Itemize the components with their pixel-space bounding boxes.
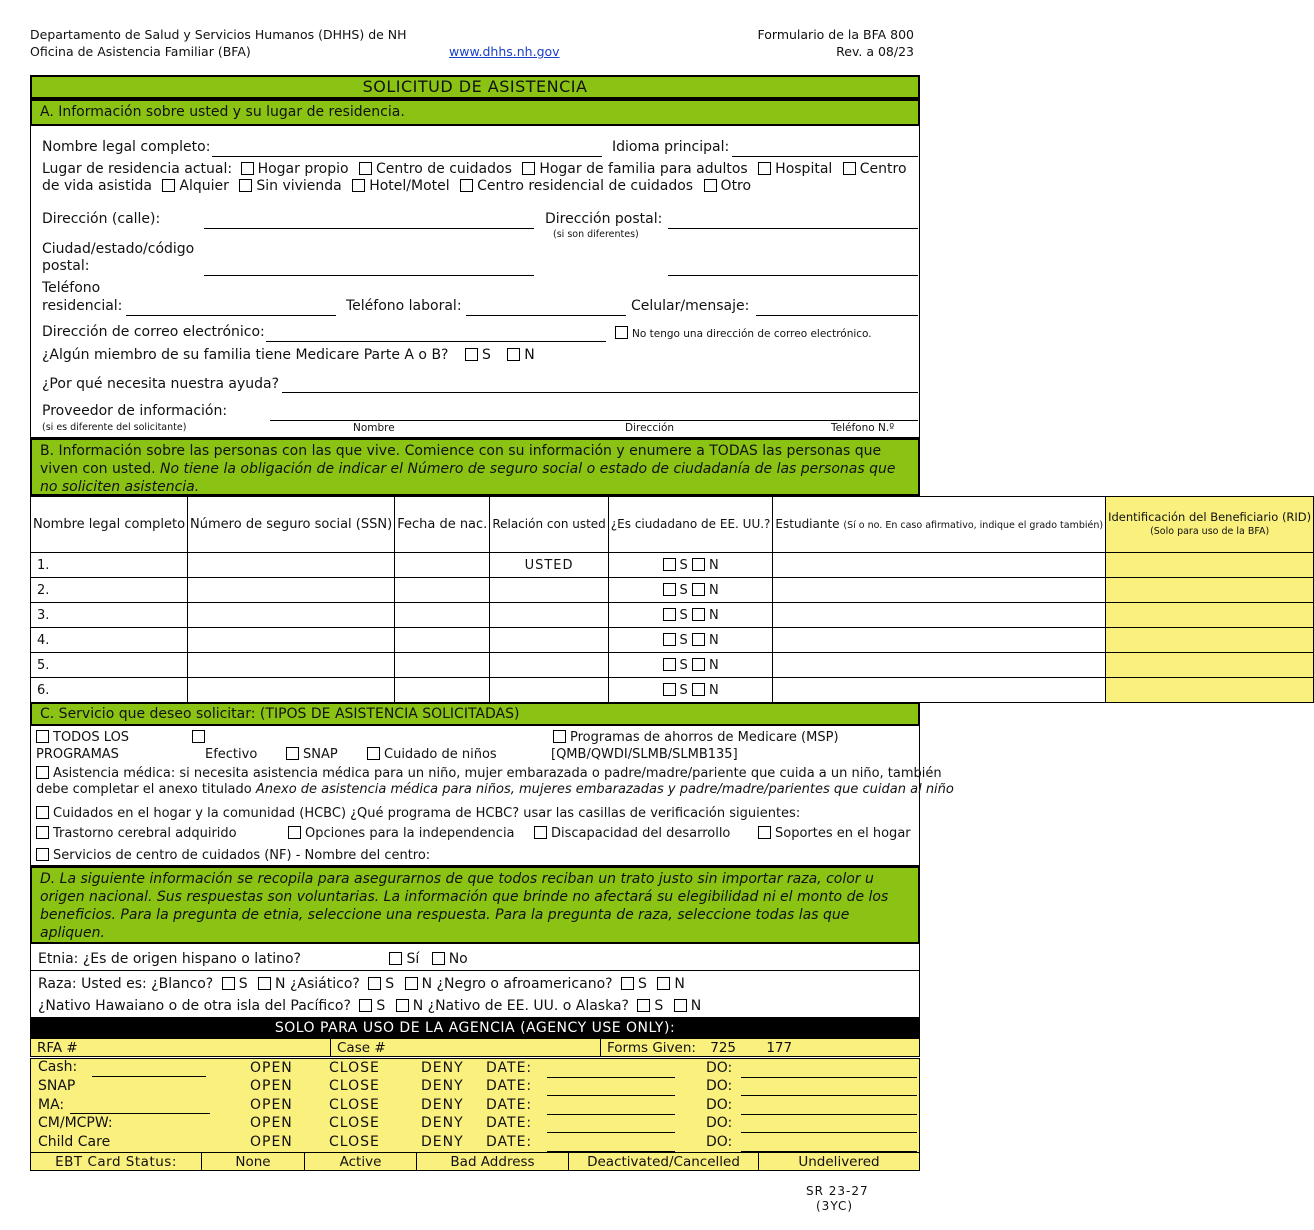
relation-cell[interactable] (490, 578, 608, 603)
native-no: N (690, 998, 702, 1014)
provider-label: Proveedor de información: (42, 403, 228, 419)
open-option[interactable]: OPEN (250, 1134, 293, 1150)
section-b-heading-text: B. Información sobre las personas con las que vive. Comience con su información y enumere a TODAS las personas que viven con usted. (40, 443, 882, 477)
checkbox-homeless[interactable] (239, 179, 252, 192)
table-row (31, 628, 1314, 653)
opt-msp (553, 730, 839, 745)
checkbox-citizen-no[interactable] (692, 558, 705, 571)
checkbox-msp[interactable] (553, 730, 566, 743)
dob-cell[interactable] (395, 653, 490, 678)
do-line[interactable] (741, 1095, 917, 1096)
office-name: Oficina de Asistencia Familiar (BFA) (30, 44, 251, 59)
section-b-heading-italic: No tiene la obligación de indicar el Número de seguro social o estado de ciudadanía de las personas que no soliciten asistencia. (40, 461, 896, 495)
student-title: Estudiante (775, 516, 840, 531)
section-d-heading: D. La siguiente información se recopila para asegurarnos de que todos reciban un trato justo sin importar raza, color u origen nacional. Sus respuestas son voluntarias. La información que brinde no afectará su elegibilidad ni el monto de los beneficios. Para la pregunta de etnia, seleccione una respuesta. Para la pregunta de raza, seleccione todas las que apliquen. (30, 866, 920, 944)
checkbox-all-programs[interactable] (36, 730, 49, 743)
cash-line[interactable] (92, 1076, 206, 1077)
citizen-no-label: N (708, 582, 719, 598)
checkbox-adult-family-home[interactable] (522, 162, 535, 175)
medicare-yes-label: S (481, 347, 491, 363)
no-email-option (615, 326, 872, 341)
cash-label: Efectivo (205, 747, 258, 762)
checkbox-hcbc[interactable] (36, 806, 49, 819)
street-line[interactable] (204, 228, 534, 229)
asian-question: ¿Asiático? (289, 976, 360, 992)
citizen-yes-label: S (679, 582, 688, 598)
ssn-cell[interactable] (188, 553, 395, 578)
close-option[interactable]: CLOSE (329, 1060, 380, 1076)
date-line[interactable] (547, 1132, 675, 1133)
rid-cell (1106, 578, 1314, 603)
language-label: Idioma principal: (612, 139, 730, 155)
relation-cell[interactable] (490, 653, 608, 678)
citizen-yes-label: S (679, 557, 688, 573)
row-number: 2. (31, 578, 188, 603)
col-header-name: Nombre legal completo (31, 497, 188, 553)
opt-childcare (367, 747, 497, 762)
opt-brain-injury (36, 826, 237, 841)
checkbox-nursing-facility[interactable] (36, 848, 49, 861)
citizen-no-label: N (708, 557, 719, 573)
medicare-question (42, 347, 535, 363)
msp-programs: [QMB/QWDI/SLMB/SLMB135] (551, 747, 738, 762)
white-question: ¿Blanco? (151, 976, 214, 992)
residence-line-2 (42, 178, 751, 194)
white-yes: S (238, 976, 248, 992)
forms-given-field (601, 1039, 920, 1057)
race-row-2 (38, 998, 701, 1014)
footer-version: (3YC) (816, 1199, 854, 1213)
ebt-label: EBT Card Status: (31, 1153, 202, 1171)
checkbox-care-center[interactable] (359, 162, 372, 175)
snap-label: SNAP (303, 747, 338, 762)
case-field[interactable]: Case # (331, 1039, 601, 1057)
street-label: Dirección (calle): (42, 211, 161, 227)
checkbox-citizen-no[interactable] (692, 583, 705, 596)
ebt-none[interactable]: None (202, 1153, 305, 1171)
opt-residential-care: Centro residencial de cuidados (477, 178, 694, 194)
form-num-1: 725 (710, 1039, 737, 1056)
website-link[interactable]: www.dhhs.nh.gov (449, 44, 560, 59)
opt-all-programs (36, 730, 129, 745)
black-question: ¿Negro o afroamericano? (436, 976, 613, 992)
opt-hcbc (36, 806, 800, 821)
checkbox-rent[interactable] (162, 179, 175, 192)
close-option[interactable]: CLOSE (329, 1078, 380, 1094)
checkbox-native-no[interactable] (674, 999, 687, 1012)
student-cell[interactable] (773, 653, 1106, 678)
black-yes: S (638, 976, 647, 992)
section-a-heading: A. Información sobre usted y su lugar de residencia. (30, 99, 920, 126)
ebt-status-row (30, 1152, 920, 1171)
section-c-heading: C. Servicio que deseo solicitar: (TIPOS DE ASISTENCIA SOLICITADAS) (30, 702, 920, 726)
close-option[interactable]: CLOSE (329, 1097, 380, 1113)
footer-code: SR 23-27 (806, 1184, 869, 1198)
hispanic-yes-label: Sí (406, 951, 420, 967)
rid-note: (Solo para uso de la BFA) (1150, 526, 1270, 537)
table-row (31, 553, 1314, 578)
language-line[interactable] (732, 156, 918, 157)
ssn-cell[interactable] (188, 628, 395, 653)
checkbox-asian-no[interactable] (405, 977, 418, 990)
no-email-text: No tengo una dirección de correo electrónico. (632, 328, 872, 340)
checkbox-hotel[interactable] (352, 179, 365, 192)
form-revision: Rev. a 08/23 (836, 44, 914, 59)
white-no: N (275, 976, 286, 992)
asian-no: N (421, 976, 433, 992)
opt-developmental (534, 826, 730, 841)
hawaiian-no: N (412, 998, 424, 1014)
checkbox-hispanic-no[interactable] (432, 952, 445, 965)
citizen-cell (608, 553, 773, 578)
all-programs-text-1: TODOS LOS (53, 730, 130, 745)
checkbox-black-yes[interactable] (621, 977, 634, 990)
dob-cell[interactable] (395, 628, 490, 653)
checkbox-no-email[interactable] (615, 326, 628, 339)
hawaiian-yes: S (376, 998, 386, 1014)
relation-cell[interactable] (490, 678, 608, 703)
checkbox-medicare-yes[interactable] (465, 348, 478, 361)
medical-text-2a: debe completar el anexo titulado (36, 782, 252, 797)
open-option[interactable]: OPEN (250, 1115, 293, 1131)
program-child-care: Child Care (38, 1134, 111, 1150)
relation-cell[interactable] (490, 628, 608, 653)
independence-label: Opciones para la independencia (305, 826, 515, 841)
row-number: 6. (31, 678, 188, 703)
program-ma: MA: (38, 1097, 65, 1113)
residence-line-1 (42, 161, 907, 177)
msp-label: Programas de ahorros de Medicare (MSP) (570, 730, 839, 745)
developmental-label: Discapacidad del desarrollo (551, 826, 731, 841)
date-label: DATE: (486, 1078, 533, 1094)
ssn-cell[interactable] (188, 603, 395, 628)
col-header-citizen: ¿Es ciudadano de EE. UU.? (608, 497, 773, 553)
rid-cell (1106, 553, 1314, 578)
citizen-yes-label: S (679, 607, 688, 623)
checkbox-independence[interactable] (288, 826, 301, 839)
checkbox-home-supports[interactable] (758, 826, 771, 839)
checkbox-own-home[interactable] (241, 162, 254, 175)
ebt-active[interactable]: Active (305, 1153, 417, 1171)
checkbox-residential-care[interactable] (460, 179, 473, 192)
do-label: DO: (706, 1060, 733, 1076)
city-label-2: postal: (42, 258, 90, 274)
city-label-1: Ciudad/estado/código (42, 241, 195, 257)
checkbox-medical[interactable] (36, 766, 49, 779)
opt-hospital: Hospital (775, 161, 833, 177)
hispanic-no-label: No (448, 951, 468, 967)
citizen-no-label: N (708, 607, 719, 623)
checkbox-citizen-no[interactable] (692, 633, 705, 646)
hawaiian-question: ¿Nativo Hawaiano o de otra isla del Pacífico? (38, 998, 351, 1014)
rfa-field[interactable]: RFA # (31, 1039, 331, 1057)
row-number: 3. (31, 603, 188, 628)
deny-option[interactable]: DENY (421, 1078, 464, 1094)
row-number: 5. (31, 653, 188, 678)
deny-option[interactable]: DENY (421, 1097, 464, 1113)
checkbox-citizen-yes[interactable] (663, 558, 676, 571)
checkbox-hawaiian-yes[interactable] (359, 999, 372, 1012)
dept-name: Departamento de Salud y Servicios Humanos (DHHS) de NH (30, 27, 407, 42)
open-option[interactable]: OPEN (250, 1060, 293, 1076)
col-header-ssn: Número de seguro social (SSN) (188, 497, 395, 553)
opt-other: Otro (720, 178, 752, 194)
col-header-student (773, 497, 1106, 553)
why-line[interactable] (282, 392, 918, 393)
agency-status-block (30, 1058, 920, 1153)
deny-option[interactable]: DENY (421, 1134, 464, 1150)
checkbox-childcare[interactable] (367, 747, 380, 760)
date-label: DATE: (486, 1097, 533, 1113)
relation-cell[interactable] (490, 603, 608, 628)
full-name-label: Nombre legal completo: (42, 139, 211, 155)
black-no: N (674, 976, 685, 992)
ssn-cell[interactable] (188, 653, 395, 678)
home-phone-label-2: residencial: (42, 298, 123, 314)
nursing-facility-label: Servicios de centro de cuidados (NF) - Nombre del centro: (53, 848, 431, 863)
do-label: DO: (706, 1097, 733, 1113)
ssn-cell[interactable] (188, 678, 395, 703)
household-table (30, 496, 1314, 703)
cell-line[interactable] (756, 315, 918, 316)
table-row (31, 578, 1314, 603)
checkbox-black-no[interactable] (657, 977, 670, 990)
native-yes: S (654, 998, 664, 1014)
native-question: ¿Nativo de EE. UU. o Alaska? (427, 998, 629, 1014)
do-label: DO: (706, 1134, 733, 1150)
postal-label: Dirección postal: (545, 211, 663, 227)
opt-independence (288, 826, 515, 841)
checkbox-white-no[interactable] (258, 977, 271, 990)
rid-cell (1106, 678, 1314, 703)
opt-homeless: Sin vivienda (256, 178, 342, 194)
home-supports-label: Soportes en el hogar (775, 826, 911, 841)
checkbox-citizen-no[interactable] (692, 658, 705, 671)
row-number: 1. (31, 553, 188, 578)
race-row-1 (38, 976, 685, 992)
medicare-no-label: N (524, 347, 535, 363)
ssn-cell[interactable] (188, 578, 395, 603)
row-number: 4. (31, 628, 188, 653)
checkbox-citizen-yes[interactable] (663, 683, 676, 696)
do-label: DO: (706, 1115, 733, 1131)
email-line[interactable] (266, 341, 606, 342)
checkbox-cash[interactable] (192, 730, 209, 745)
citizen-cell (608, 578, 773, 603)
checkbox-medicare-no[interactable] (507, 348, 520, 361)
citizen-cell (608, 653, 773, 678)
citizen-yes-label: S (679, 682, 688, 698)
checkbox-hispanic-yes[interactable] (389, 952, 402, 965)
ebt-undelivered[interactable]: Undelivered (759, 1153, 920, 1171)
provider-col-name: Nombre (353, 422, 395, 434)
work-phone-line[interactable] (466, 315, 626, 316)
citizen-no-label: N (708, 632, 719, 648)
deny-option[interactable]: DENY (421, 1060, 464, 1076)
date-line[interactable] (547, 1114, 675, 1115)
rid-title: Identificación del Beneficiario (RID) (1108, 510, 1312, 524)
date-line[interactable] (547, 1077, 675, 1078)
opt-snap (286, 747, 338, 762)
residence-label: Lugar de residencia actual: (42, 161, 233, 177)
dob-cell[interactable] (395, 553, 490, 578)
checkbox-native-yes[interactable] (637, 999, 650, 1012)
section-d-divider (30, 970, 920, 971)
checkbox-assisted-living[interactable] (843, 162, 856, 175)
student-cell[interactable] (773, 603, 1106, 628)
checkbox-snap[interactable] (286, 747, 299, 760)
checkbox-citizen-yes[interactable] (663, 633, 676, 646)
form-title: SOLICITUD DE ASISTENCIA (30, 75, 920, 99)
rid-cell (1106, 628, 1314, 653)
ethnicity-question: Etnia: ¿Es de origen hispano o latino? (38, 951, 301, 967)
ma-line[interactable] (70, 1113, 210, 1114)
postal-note: (si son diferentes) (553, 229, 639, 240)
email-label: Dirección de correo electrónico: (42, 324, 265, 340)
checkbox-citizen-yes[interactable] (663, 658, 676, 671)
brain-injury-label: Trastorno cerebral adquirido (53, 826, 237, 841)
checkbox-developmental[interactable] (534, 826, 547, 839)
checkbox-asian-yes[interactable] (368, 977, 381, 990)
col-header-dob: Fecha de nac. (395, 497, 490, 553)
citizen-cell (608, 678, 773, 703)
work-phone-label: Teléfono laboral: (346, 298, 462, 314)
relation-cell: USTED (490, 553, 608, 578)
citizen-yes-label: S (679, 657, 688, 673)
citizen-no-label: N (708, 682, 719, 698)
dob-cell[interactable] (395, 603, 490, 628)
rid-cell (1106, 653, 1314, 678)
opt-medical (36, 766, 942, 781)
opt-hotel: Hotel/Motel (369, 178, 450, 194)
citizen-yes-label: S (679, 632, 688, 648)
provider-col-address: Dirección (625, 422, 675, 434)
program-snap: SNAP (38, 1078, 76, 1094)
close-option[interactable]: CLOSE (329, 1134, 380, 1150)
opt-care-center: Centro de cuidados (376, 161, 512, 177)
ebt-deactivated[interactable]: Deactivated/Cancelled (569, 1153, 759, 1171)
date-label: DATE: (486, 1115, 533, 1131)
dob-cell[interactable] (395, 678, 490, 703)
citizen-cell (608, 603, 773, 628)
home-phone-line[interactable] (126, 315, 336, 316)
open-option[interactable]: OPEN (250, 1078, 293, 1094)
form-num-2: 177 (766, 1039, 793, 1056)
checkbox-hawaiian-no[interactable] (396, 999, 409, 1012)
do-label: DO: (706, 1078, 733, 1094)
medical-text-2 (36, 782, 954, 797)
provider-note: (si es diferente del solicitante) (42, 422, 187, 433)
program-cm-mcpw: CM/MCPW: (38, 1115, 113, 1131)
student-note: (Sí o no. En caso afirmativo, indique el grado también) (843, 519, 1104, 531)
city-line[interactable] (204, 275, 534, 276)
checkbox-citizen-yes[interactable] (663, 583, 676, 596)
citizen-cell (608, 628, 773, 653)
opt-adult-family-home: Hogar de familia para adultos (539, 161, 748, 177)
why-label: ¿Por qué necesita nuestra ayuda? (42, 376, 280, 392)
opt-home-supports (758, 826, 911, 841)
forms-given-label: Forms Given: (607, 1039, 696, 1056)
student-cell[interactable] (773, 553, 1106, 578)
program-cash: Cash: (38, 1059, 78, 1075)
checkbox-hospital[interactable] (758, 162, 771, 175)
full-name-line[interactable] (212, 156, 602, 157)
opt-assisted-living-cont: de vida asistida (42, 178, 152, 194)
opt-own-home: Hogar propio (257, 161, 349, 177)
race-label: Raza: Usted es: (38, 976, 147, 992)
medical-text: Asistencia médica: si necesita asistencia médica para un niño, mujer embarazada o padre/madre/pariente que cuida a un niño, también (53, 766, 942, 781)
do-line[interactable] (741, 1114, 917, 1115)
opt-nursing-facility (36, 848, 430, 863)
opt-rent: Alquier (179, 178, 229, 194)
provider-line[interactable] (270, 420, 918, 421)
section-b-heading (30, 438, 920, 496)
provider-col-phone: Teléfono N.º (831, 422, 895, 434)
student-cell[interactable] (773, 678, 1106, 703)
student-cell[interactable] (773, 578, 1106, 603)
ebt-bad-address[interactable]: Bad Address (417, 1153, 569, 1171)
student-cell[interactable] (773, 628, 1106, 653)
agency-heading: SOLO PARA USO DE LA AGENCIA (AGENCY USE ONLY): (30, 1018, 920, 1038)
hcbc-text: Cuidados en el hogar y la comunidad (HCBC) ¿Qué programa de HCBC? usar las casillas de verificación siguientes: (53, 806, 801, 821)
do-line[interactable] (741, 1077, 917, 1078)
checkbox-citizen-no[interactable] (692, 608, 705, 621)
childcare-label: Cuidado de niños (384, 747, 497, 762)
medicare-text: ¿Algún miembro de su familia tiene Medicare Parte A o B? (42, 347, 449, 363)
agency-id-row (30, 1038, 920, 1057)
citizen-no-label: N (708, 657, 719, 673)
checkbox-white-yes[interactable] (222, 977, 235, 990)
cell-label: Celular/mensaje: (631, 298, 750, 314)
checkbox-citizen-no[interactable] (692, 683, 705, 696)
postal-line[interactable] (668, 228, 918, 229)
ethnicity-row (38, 951, 468, 967)
checkbox-brain-injury[interactable] (36, 826, 49, 839)
date-label: DATE: (486, 1134, 533, 1150)
rid-cell (1106, 603, 1314, 628)
all-programs-text-2: PROGRAMAS (36, 747, 119, 762)
open-option[interactable]: OPEN (250, 1097, 293, 1113)
table-row (31, 603, 1314, 628)
asian-yes: S (385, 976, 395, 992)
table-row (31, 653, 1314, 678)
date-label: DATE: (486, 1060, 533, 1076)
checkbox-other[interactable] (704, 179, 717, 192)
close-option[interactable]: CLOSE (329, 1115, 380, 1131)
dob-cell[interactable] (395, 578, 490, 603)
table-row (31, 678, 1314, 703)
home-phone-label-1: Teléfono (42, 280, 101, 296)
date-line[interactable] (547, 1095, 675, 1096)
city-line-postal[interactable] (668, 275, 918, 276)
col-header-relation: Relación con usted (490, 497, 608, 553)
do-line[interactable] (741, 1132, 917, 1133)
deny-option[interactable]: DENY (421, 1115, 464, 1131)
checkbox-citizen-yes[interactable] (663, 608, 676, 621)
col-header-rid (1106, 497, 1314, 553)
form-number: Formulario de la BFA 800 (757, 27, 914, 42)
medical-annex-title: Anexo de asistencia médica para niños, mujeres embarazadas y padre/madre/parientes que cuidan al niño (255, 782, 954, 797)
opt-assisted-living: Centro (859, 161, 907, 177)
